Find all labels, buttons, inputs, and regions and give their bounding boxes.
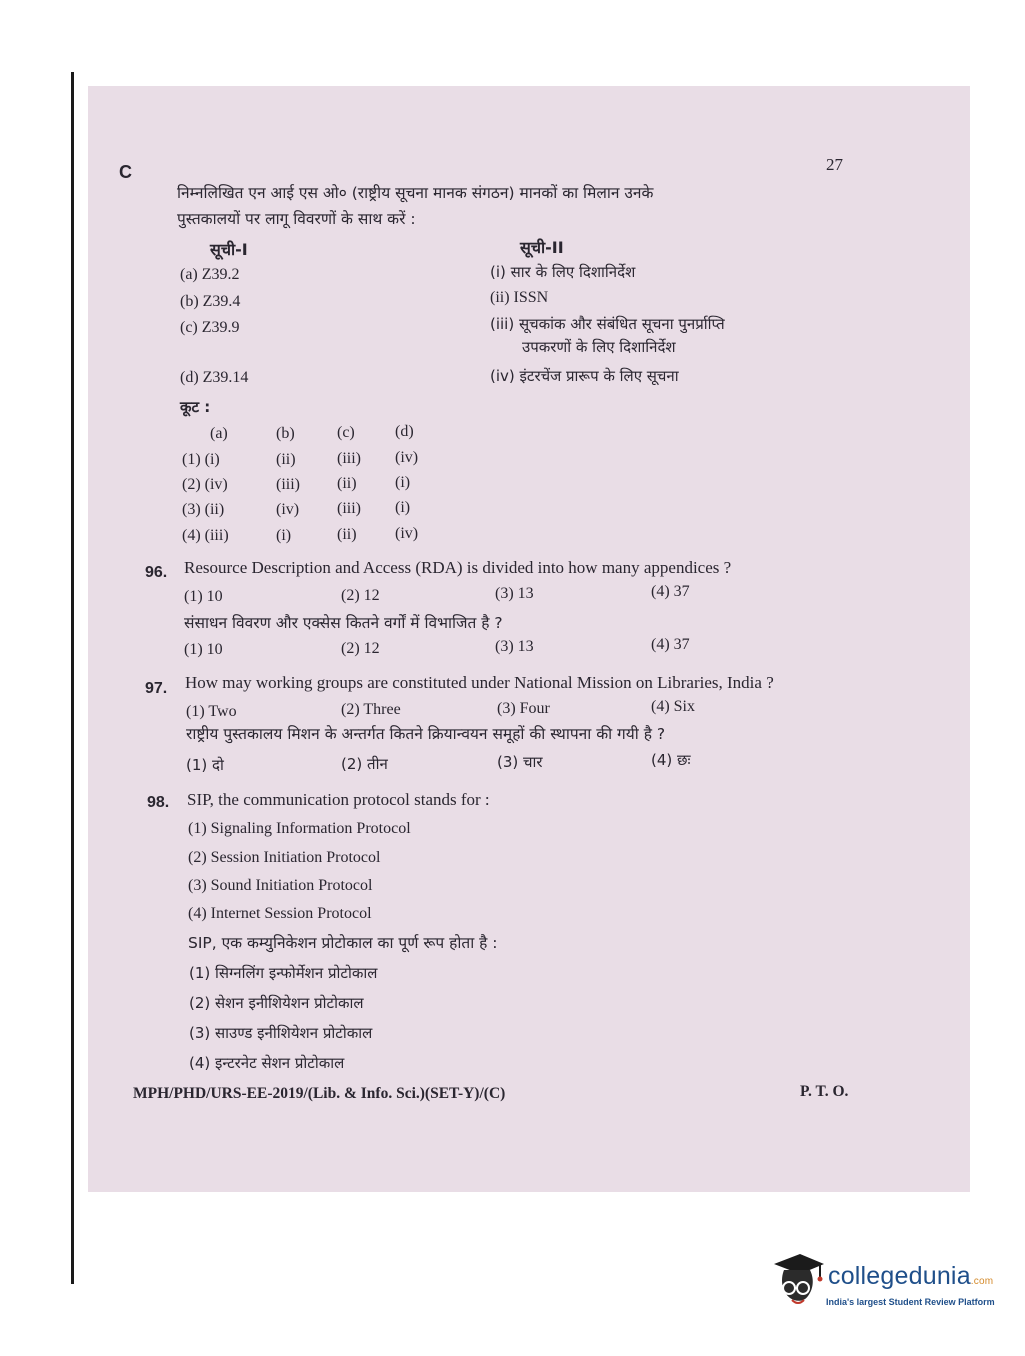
q98-option-hi: (4) इन्टरनेट सेशन प्रोटोकाल: [189, 1054, 345, 1072]
q98-option-hi: (2) सेशन इनीशियेशन प्रोटोकाल: [189, 994, 364, 1012]
q98-option-en: (2) Session Initiation Protocol: [188, 849, 381, 866]
graduation-cap-icon: [770, 1248, 826, 1308]
q96-option-hi: (3) 13: [495, 638, 534, 655]
q96-option-en: (3) 13: [495, 585, 534, 602]
q96-option-hi: (1) 10: [184, 641, 223, 658]
q97-option-en: (2) Three: [341, 701, 401, 718]
list2-item-continued: उपकरणों के लिए दिशानिर्देश: [522, 338, 676, 356]
list2-item: (iv) इंटरचेंज प्रारूप के लिए सूचना: [490, 367, 679, 385]
paper-code: MPH/PHD/URS-EE-2019/(Lib. & Info. Sci.)(SET-Y)/(C): [133, 1085, 506, 1102]
q96-text-en: Resource Description and Access (RDA) is divided into how many appendices ?: [184, 558, 732, 577]
q96-option-en: (4) 37: [651, 583, 690, 600]
code-cell: (iv): [395, 449, 419, 466]
q96-option-hi: (4) 37: [651, 636, 690, 653]
q97-option-hi: (4) छः: [651, 751, 691, 769]
code-cell: (2) (iv): [182, 476, 228, 493]
logo-tagline: India's largest Student Review Platform: [826, 1297, 995, 1307]
list2-item: (ii) ISSN: [490, 289, 549, 306]
code-header-cell: (a): [210, 425, 228, 442]
q97-option-hi: (3) चार: [497, 753, 543, 771]
list2-title: सूची-II: [520, 238, 564, 257]
page-number: 27: [826, 155, 843, 174]
q95-stem-line1: निम्नलिखित एन आई एस ओ० (राष्ट्रीय सूचना मानक संगठन) मानकों का मिलान उनके: [177, 184, 654, 202]
question-number: 96.: [145, 564, 168, 581]
q95-stem-line2: पुस्तकालयों पर लागू विवरणों के साथ करें :: [177, 210, 416, 228]
code-cell: (i): [395, 474, 411, 491]
q97-option-en: (1) Two: [186, 703, 237, 720]
code-cell: (ii): [337, 526, 357, 543]
code-header-cell: (d): [395, 423, 414, 440]
q96-option-hi: (2) 12: [341, 640, 380, 657]
code-header-cell: (b): [276, 425, 295, 442]
code-cell: (3) (ii): [182, 501, 225, 518]
q96-option-en: (2) 12: [341, 587, 380, 604]
code-cell: (i): [276, 527, 292, 544]
q98-text-hi: SIP, एक कम्युनिकेशन प्रोटोकाल का पूर्ण रूप होता है :: [188, 934, 498, 952]
code-cell: (ii): [337, 475, 357, 492]
q97-option-hi: (2) तीन: [341, 755, 388, 773]
q98-option-en: (4) Internet Session Protocol: [188, 905, 372, 922]
q96-option-en: (1) 10: [184, 588, 223, 605]
code-cell: (i): [395, 499, 411, 516]
code-cell: (ii): [276, 451, 296, 468]
list2-item: (iii) सूचकांक और संबंधित सूचना पुनर्प्राप्ति: [490, 315, 725, 333]
q97-option-hi: (1) दो: [186, 756, 224, 774]
q97-option-en: (4) Six: [651, 698, 695, 715]
code-cell: (iii): [337, 450, 361, 467]
set-letter: C: [119, 162, 132, 182]
list1-title: सूची-I: [210, 240, 248, 259]
logo-name: collegedunia: [828, 1262, 971, 1290]
q96-text-hi: संसाधन विवरण और एक्सेस कितने वर्गों में विभाजित है ?: [184, 614, 503, 632]
q98-option-en: (1) Signaling Information Protocol: [188, 820, 411, 837]
list1-item: (c) Z39.9: [180, 319, 240, 336]
code-label: कूट :: [180, 398, 211, 416]
list1-item: (a) Z39.2: [180, 266, 240, 283]
question-number: 98.: [147, 794, 170, 811]
logo-suffix: .com: [970, 1276, 994, 1287]
code-cell: (iv): [395, 525, 419, 542]
q97-text-en: How may working groups are constituted under National Mission on Libraries, India ?: [185, 673, 774, 692]
list1-item: (d) Z39.14: [180, 369, 249, 386]
list2-item: (i) सार के लिए दिशानिर्देश: [490, 263, 636, 281]
question-number: 97.: [145, 680, 168, 697]
q98-option-en: (3) Sound Initiation Protocol: [188, 877, 373, 894]
q97-text-hi: राष्ट्रीय पुस्तकालय मिशन के अन्तर्गत कितने क्रियान्वयन समूहों की स्थापना की गयी है ?: [186, 725, 666, 743]
pto-label: P. T. O.: [800, 1083, 849, 1100]
code-cell: (1) (i): [182, 451, 220, 468]
logo-wordmark: [828, 1262, 993, 1291]
q97-option-en: (3) Four: [497, 700, 550, 717]
code-cell: (iv): [276, 501, 300, 518]
code-cell: (iii): [337, 500, 361, 517]
code-header-cell: (c): [337, 424, 355, 441]
code-cell: (4) (iii): [182, 527, 229, 544]
code-cell: (iii): [276, 476, 300, 493]
scan-edge-rule: [71, 72, 74, 1284]
q98-option-hi: (1) सिग्नलिंग इन्फोर्मेशन प्रोटोकाल: [189, 964, 378, 982]
q98-option-hi: (3) साउण्ड इनीशियेशन प्रोटोकाल: [189, 1024, 373, 1042]
q98-text-en: SIP, the communication protocol stands for :: [187, 790, 490, 809]
list1-item: (b) Z39.4: [180, 293, 241, 310]
